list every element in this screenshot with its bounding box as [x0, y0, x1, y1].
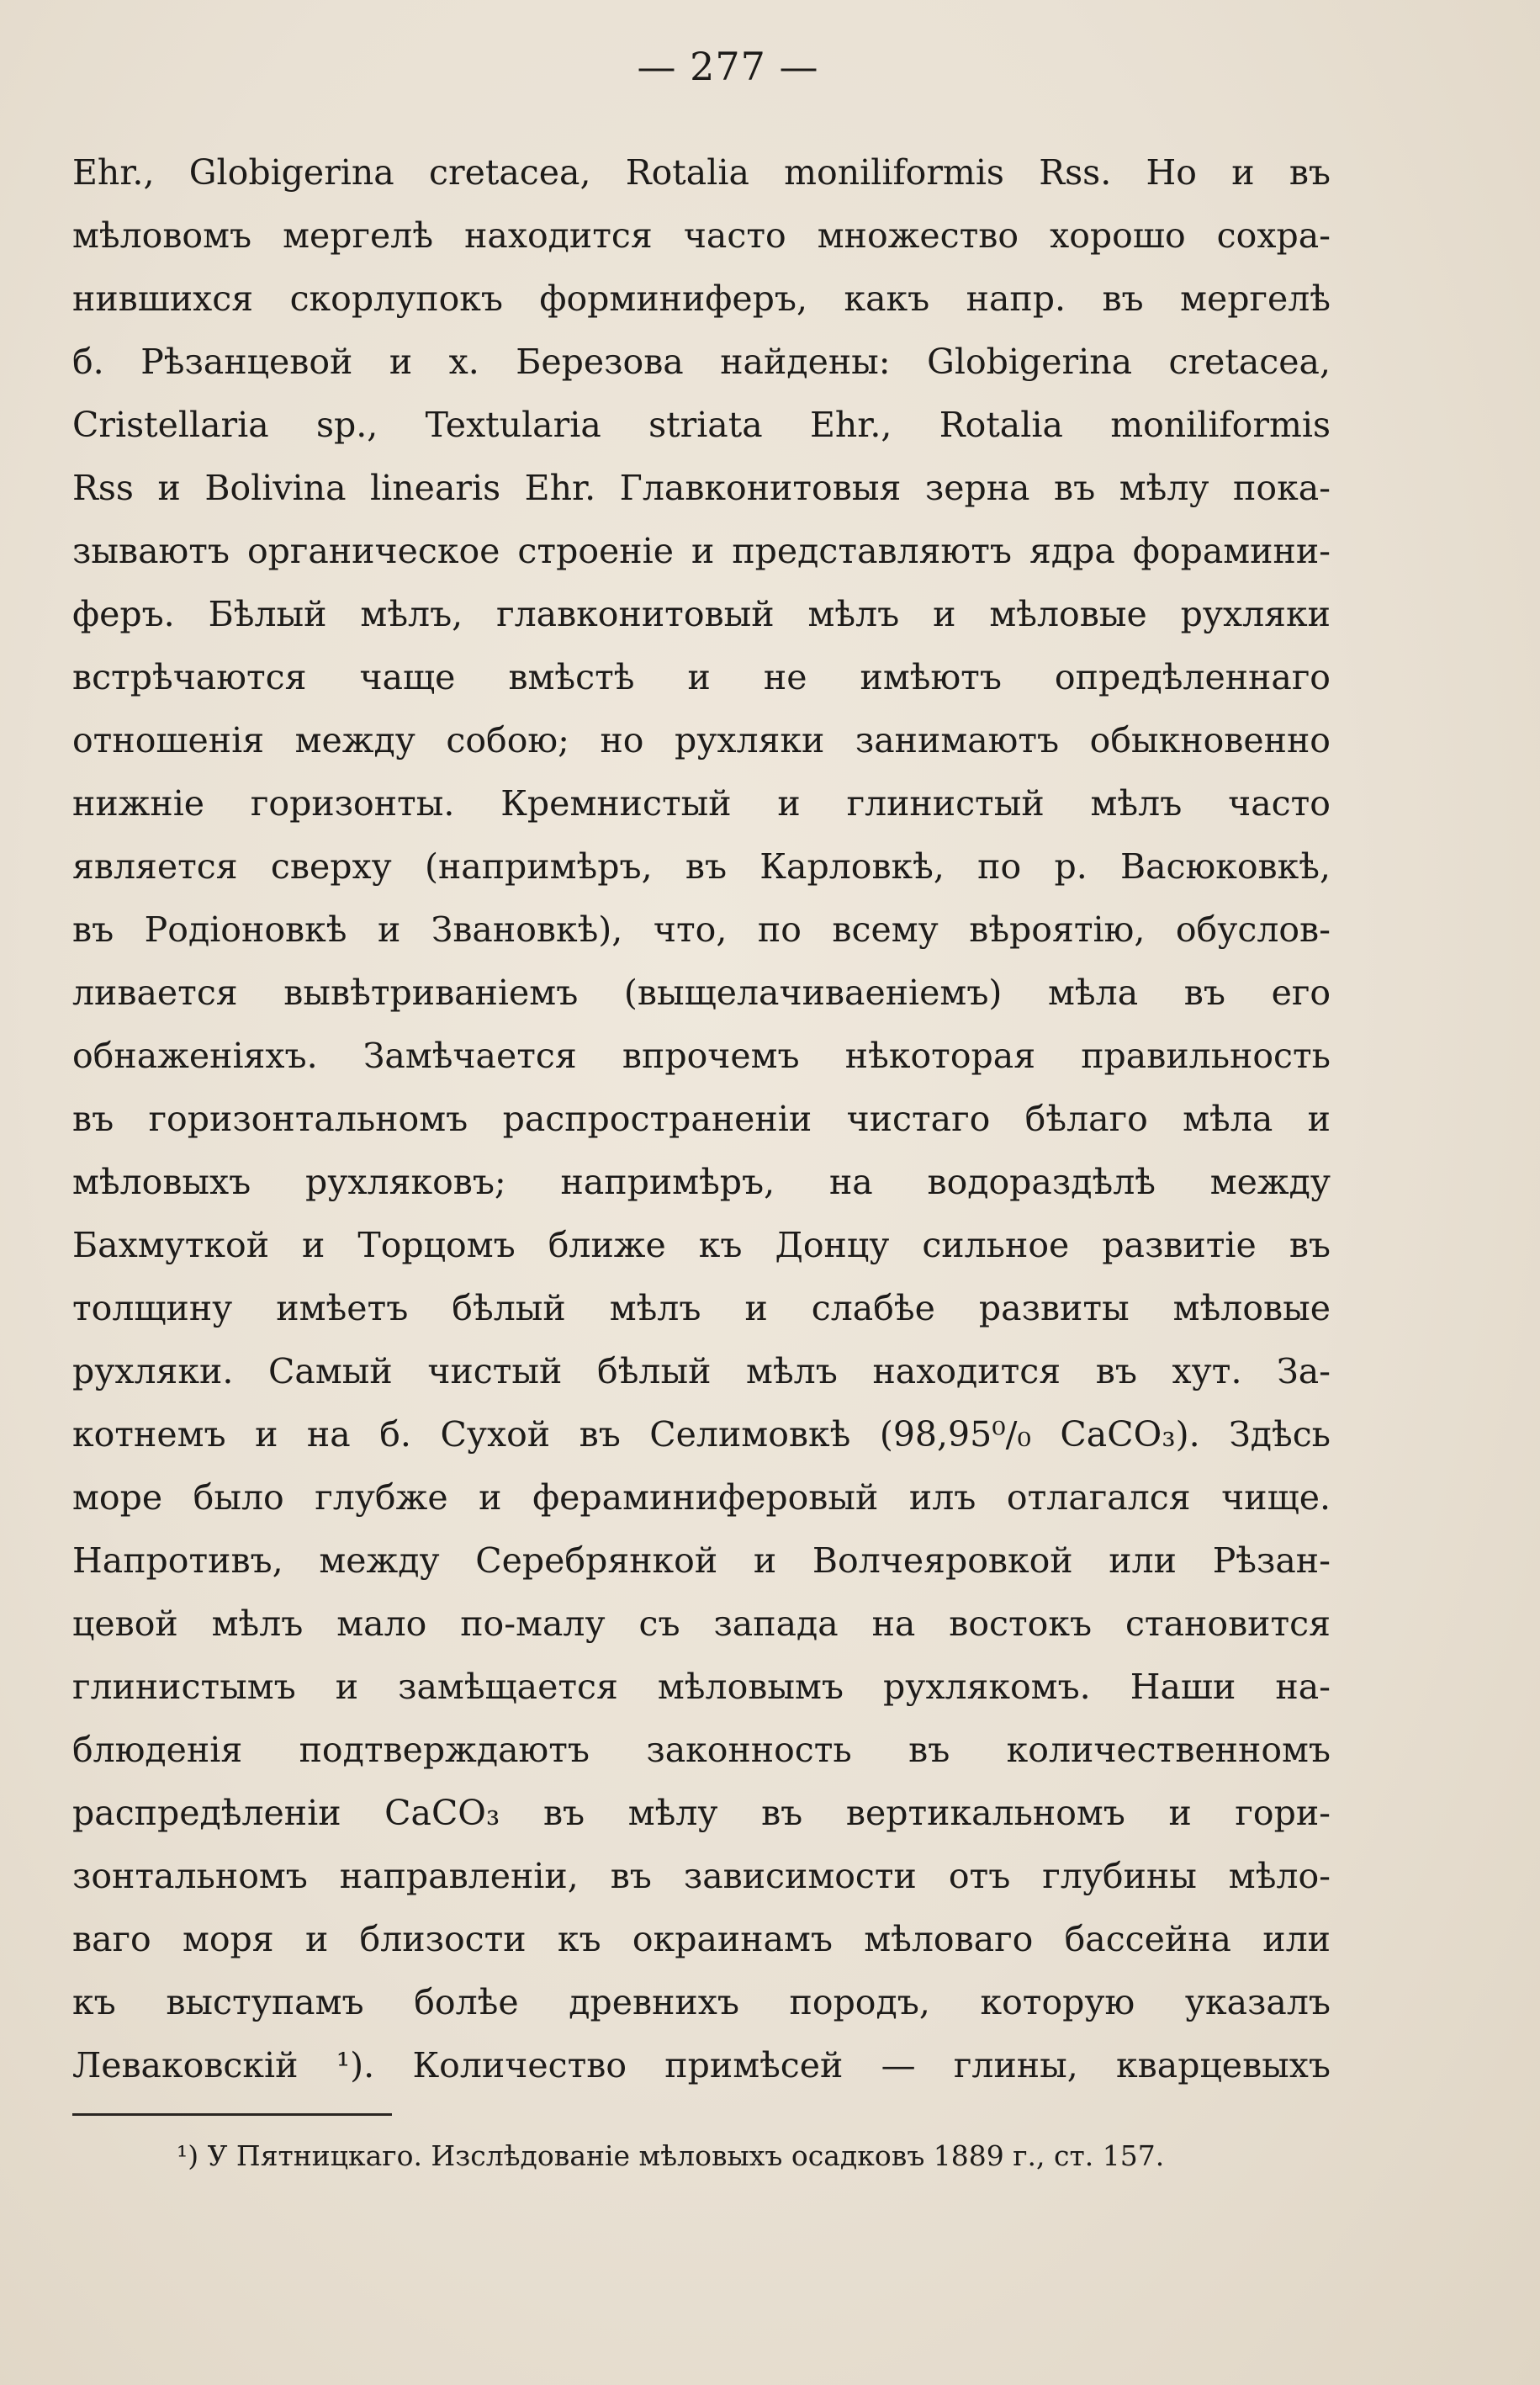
- text-line: зываютъ органическое строеніе и представляютъ ядра форамини-: [72, 531, 1331, 571]
- text-line: цевой мѣлъ мало по-малу съ запада на востокъ становится: [72, 1603, 1331, 1644]
- text-line: мѣловыхъ рухляковъ; напримѣръ, на водораздѣлѣ между: [72, 1162, 1331, 1202]
- text-line: толщину имѣетъ бѣлый мѣлъ и слабѣе развиты мѣловые: [72, 1288, 1331, 1328]
- text-line: къ выступамъ болѣе древнихъ породъ, которую указалъ: [72, 1982, 1331, 2022]
- text-line: рухляки. Самый чистый бѣлый мѣлъ находится въ хут. За-: [72, 1351, 1331, 1391]
- text-line: Леваковскій ¹). Количество примѣсей — глины, кварцевыхъ: [72, 2045, 1331, 2086]
- text-line: обнаженіяхъ. Замѣчается впрочемъ нѣкоторая правильность: [72, 1036, 1331, 1076]
- text-line: глинистымъ и замѣщается мѣловымъ рухлякомъ. Наши на-: [72, 1667, 1331, 1707]
- footnote: ¹) У Пятницкаго. Изслѣдованіе мѣловыхъ осадковъ 1889 г., ст. 157.: [177, 2139, 1165, 2172]
- text-line: б. Рѣзанцевой и х. Березова найдены: Globigerina cretacea,: [72, 342, 1331, 382]
- text-line: въ Родіоновкѣ и Звановкѣ), что, по всему вѣроятію, обуслов-: [72, 909, 1331, 950]
- text-line: нившихся скорлупокъ форминиферъ, какъ напр. въ мергелѣ: [72, 278, 1331, 319]
- text-line: мѣловомъ мергелѣ находится часто множество хорошо сохра-: [72, 215, 1331, 256]
- text-line: ваго моря и близости къ окраинамъ мѣловаго бассейна или: [72, 1919, 1331, 1959]
- text-line: Cristellaria sp., Textularia striata Ehr., Rotalia moniliformis: [72, 405, 1331, 445]
- text-line: котнемъ и на б. Сухой въ Селимовкѣ (98,95⁰/₀ CaCO₃). Здѣсь: [72, 1414, 1331, 1455]
- text-line: Ehr., Globigerina cretacea, Rotalia moniliformis Rss. Но и въ: [72, 152, 1331, 193]
- text-line: блюденія подтверждаютъ законность въ количественномъ: [72, 1730, 1331, 1770]
- text-line: является сверху (напримѣръ, въ Карловкѣ, по р. Васюковкѣ,: [72, 846, 1331, 887]
- text-line: встрѣчаются чаще вмѣстѣ и не имѣютъ опредѣленнаго: [72, 657, 1331, 697]
- footnote-divider: [72, 2113, 392, 2116]
- text-line: ливается вывѣтриваніемъ (выщелачиваеніемъ) мѣла въ его: [72, 973, 1331, 1013]
- body-text: [72, 141, 1331, 2097]
- text-line: Бахмуткой и Торцомъ ближе къ Донцу сильное развитіе въ: [72, 1225, 1331, 1265]
- text-line: отношенія между собою; но рухляки занимаютъ обыкновенно: [72, 720, 1331, 761]
- text-line: Напротивъ, между Серебрянкой и Волчеяровкой или Рѣзан-: [72, 1540, 1331, 1581]
- text-line: въ горизонтальномъ распространеніи чистаго бѣлаго мѣла и: [72, 1099, 1331, 1139]
- text-line: море было глубже и фераминиферовый илъ отлагался чище.: [72, 1477, 1331, 1518]
- text-line: распредѣленіи CaCO₃ въ мѣлу въ вертикальномъ и гори-: [72, 1793, 1331, 1833]
- text-line: феръ. Бѣлый мѣлъ, главконитовый мѣлъ и мѣловые рухляки: [72, 594, 1331, 634]
- page-number: — 277 —: [637, 44, 819, 89]
- text-line: зонтальномъ направленіи, въ зависимости отъ глубины мѣло-: [72, 1856, 1331, 1896]
- text-line: Rss и Bolivina linearis Ehr. Главконитовыя зерна въ мѣлу пока-: [72, 468, 1331, 508]
- text-line: нижніе горизонты. Кремнистый и глинистый мѣлъ часто: [72, 783, 1331, 824]
